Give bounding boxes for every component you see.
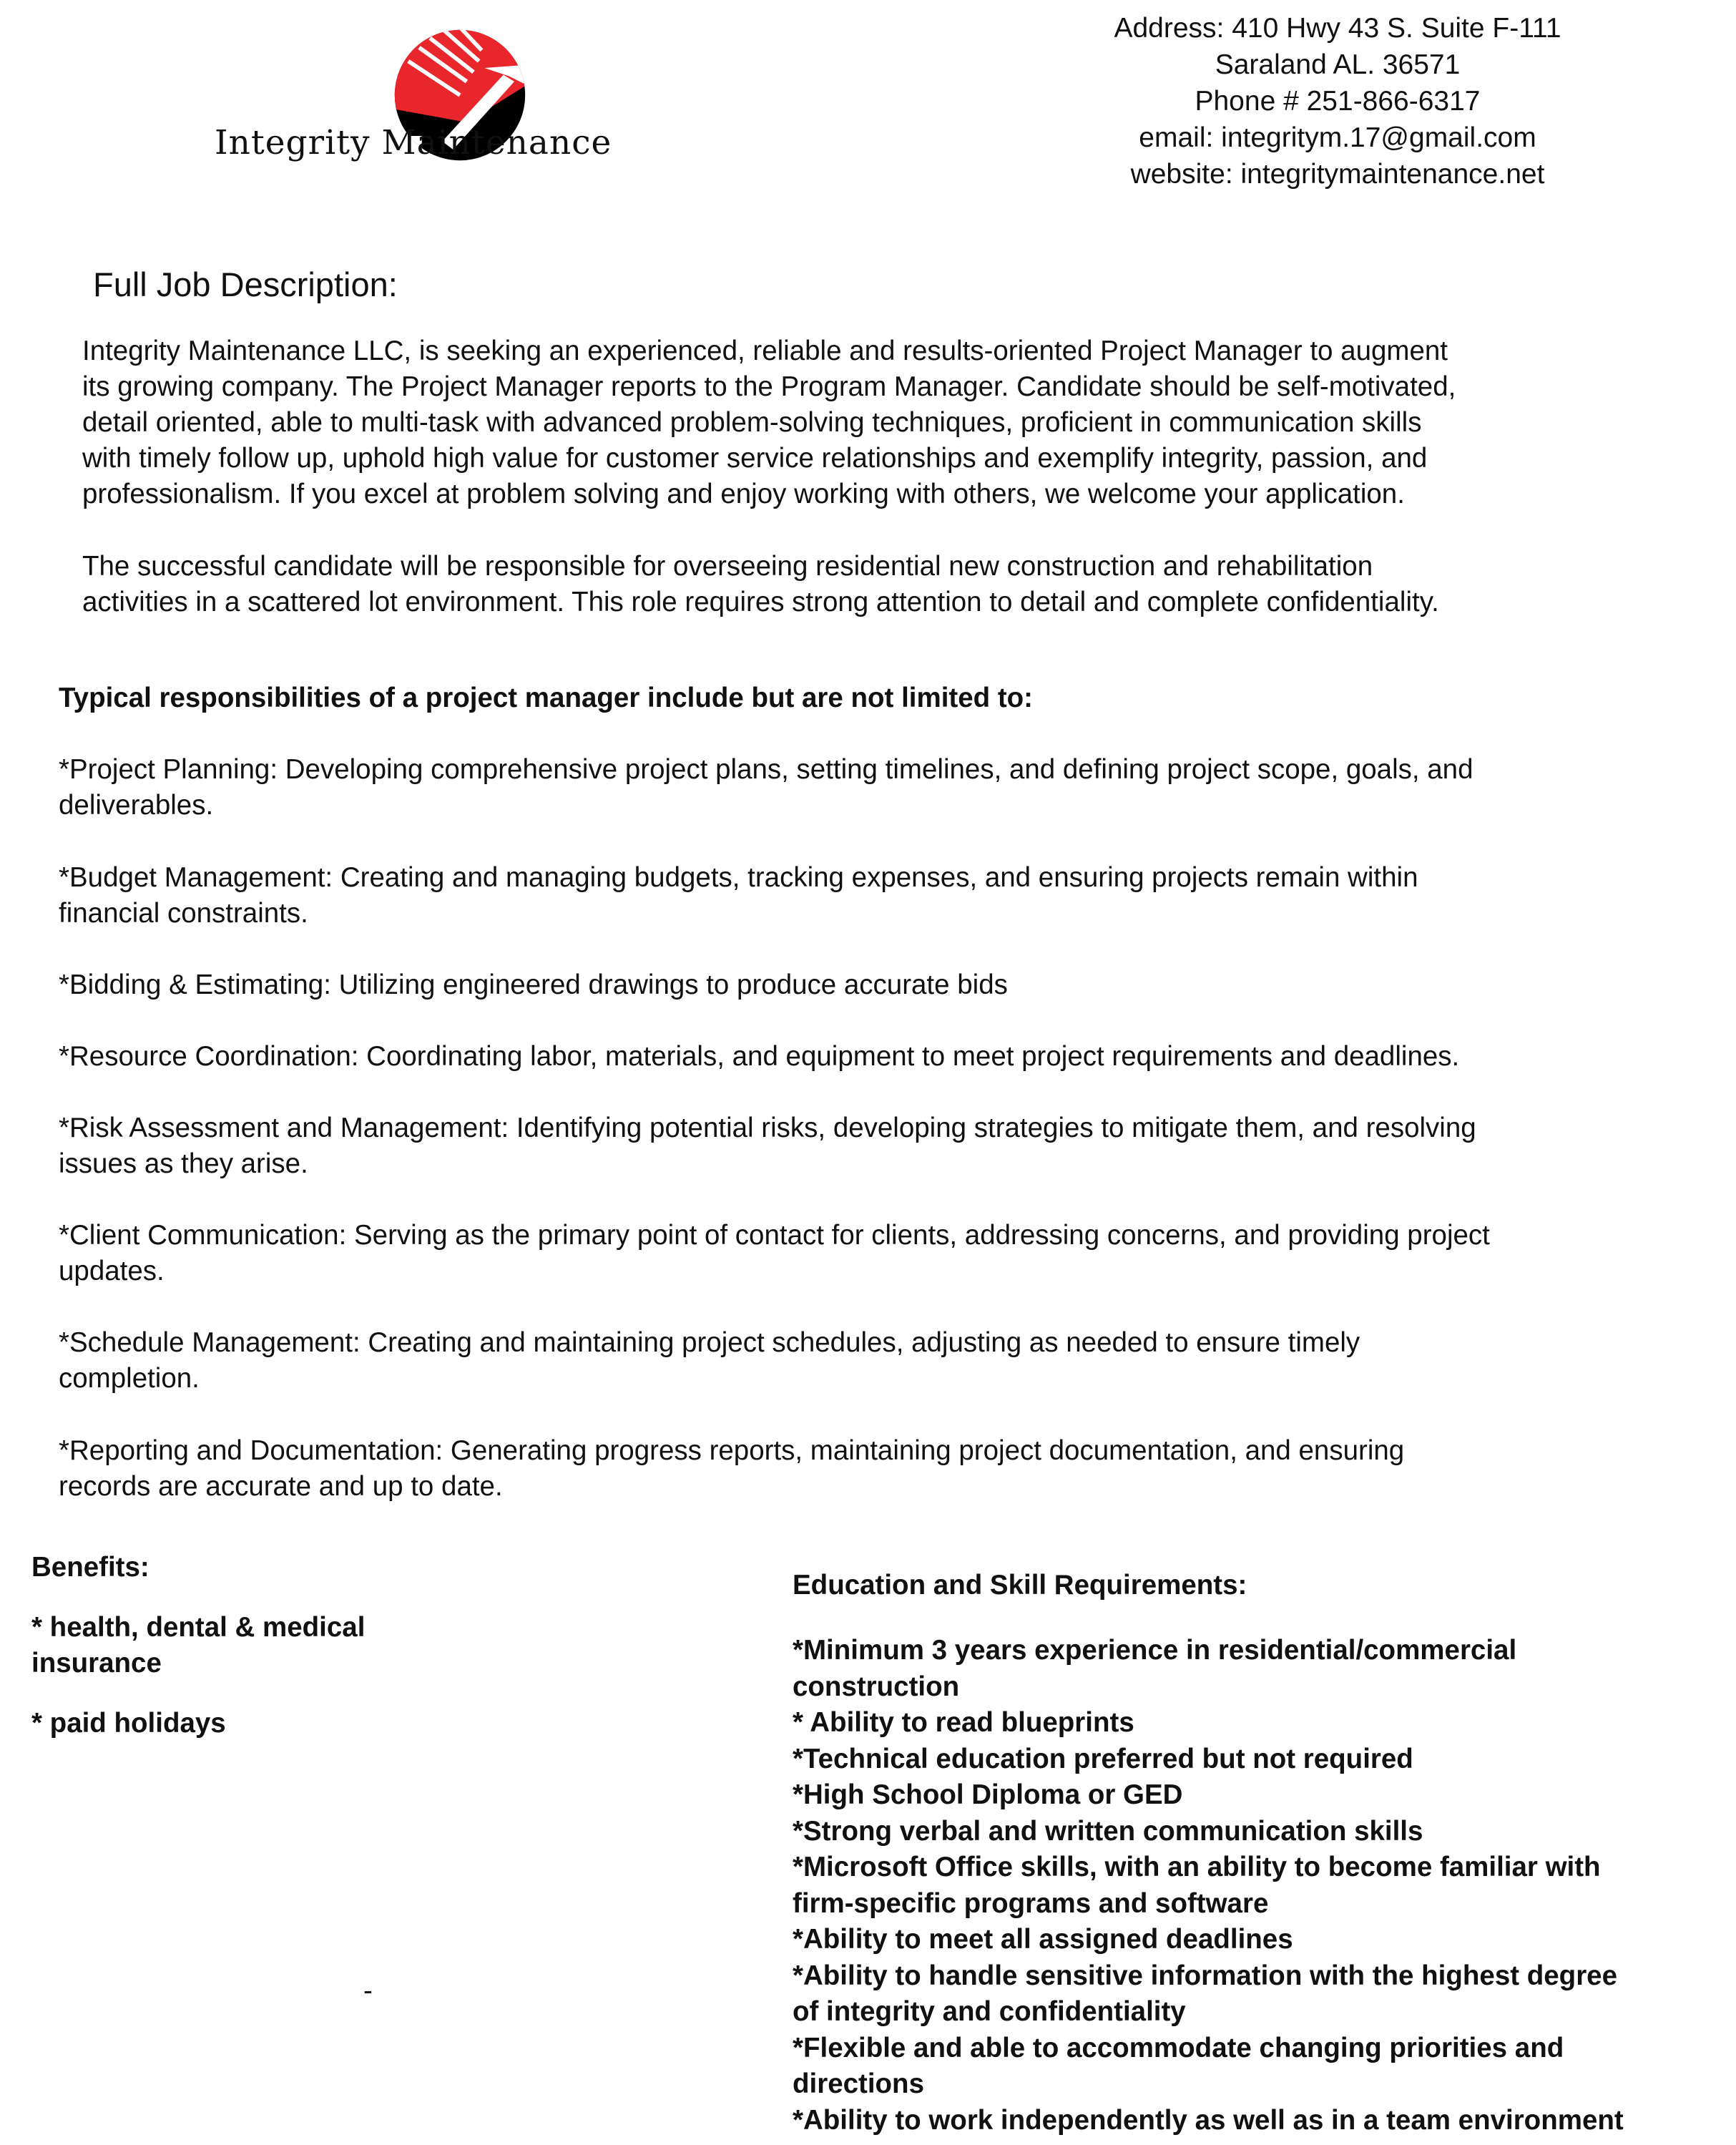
responsibility-item: *Budget Management: Creating and managing budgets, tracking expenses, and ensuring projects remain within financial constraints. bbox=[59, 862, 1418, 929]
address-line: Address: 410 Hwy 43 S. Suite F-111 bbox=[1114, 13, 1561, 44]
section-title: Full Job Description: bbox=[93, 265, 398, 303]
benefit-item: * health, dental & medical insurance bbox=[31, 1612, 366, 1679]
responsibility-item: *Project Planning: Developing comprehensive project plans, setting timelines, and defining project scope, goals, and deliverables. bbox=[59, 754, 1473, 821]
description-paragraph: The successful candidate will be responsible for overseeing residential new construction and rehabilitation activities in a scattered lot environment. This role requires strong attention to detail and complete confidentiality. bbox=[82, 551, 1439, 617]
city-line: Saraland AL. 36571 bbox=[1215, 49, 1461, 80]
website-line: website: integritymaintenance.net bbox=[1130, 159, 1545, 190]
education-heading: Education and Skill Requirements: bbox=[793, 1570, 1247, 1601]
stray-dash: - bbox=[363, 1975, 373, 2006]
benefit-item: * paid holidays bbox=[31, 1708, 226, 1739]
education-requirements-list: *Minimum 3 years experience in residential/commercial construction * Ability to read blueprints *Technical education preferred but not required *High School Diploma or GED *Strong verbal and written communication skills *Microsoft Office skills, with an ability to become familiar with firm-specific programs and software *Ability to meet all assigned deadlines *Ability to handle sensitive information with the highest degree of integrity and confidentiality *Flexible and able to accommodate changing priorities and directions *Ability to work independently as well as in a team environment bbox=[793, 1635, 1624, 2136]
description-paragraph: Integrity Maintenance LLC, is seeking an experienced, reliable and results-oriented Project Manager to augment its growing company. The Project Manager reports to the Program Manager. Candidate should be self-motivated, detail oriented, able to multi-task with advanced problem-solving techniques, proficient in communication skills with timely follow up, uphold high value for customer service relationships and exemplify integrity, passion, and professionalism. If you excel at problem solving and enjoy working with others, we welcome your application. bbox=[82, 336, 1456, 509]
responsibilities-heading: Typical responsibilities of a project manager include but are not limited to: bbox=[59, 683, 1033, 713]
responsibility-item: *Risk Assessment and Management: Identifying potential risks, developing strategies to mitigate them, and resolving issues as they arise. bbox=[59, 1113, 1476, 1179]
responsibility-item: *Bidding & Estimating: Utilizing engineered drawings to produce accurate bids bbox=[59, 969, 1008, 1000]
responsibility-item: *Client Communication: Serving as the primary point of contact for clients, addressing concerns, and providing project updates. bbox=[59, 1220, 1490, 1286]
responsibility-item: *Resource Coordination: Coordinating labor, materials, and equipment to meet project requirements and deadlines. bbox=[59, 1041, 1460, 1072]
responsibility-item: *Reporting and Documentation: Generating progress reports, maintaining project documentation, and ensuring records are accurate and up to date. bbox=[59, 1435, 1405, 1502]
responsibility-item: *Schedule Management: Creating and maintaining project schedules, adjusting as needed to ensure timely completion. bbox=[59, 1327, 1360, 1394]
benefits-heading: Benefits: bbox=[31, 1552, 149, 1583]
company-name-logo: Integrity Maintenance bbox=[215, 123, 612, 162]
contact-block bbox=[1044, 10, 1631, 192]
phone-line: Phone # 251-866-6317 bbox=[1195, 86, 1481, 117]
email-line: email: integritym.17@gmail.com bbox=[1139, 122, 1536, 153]
